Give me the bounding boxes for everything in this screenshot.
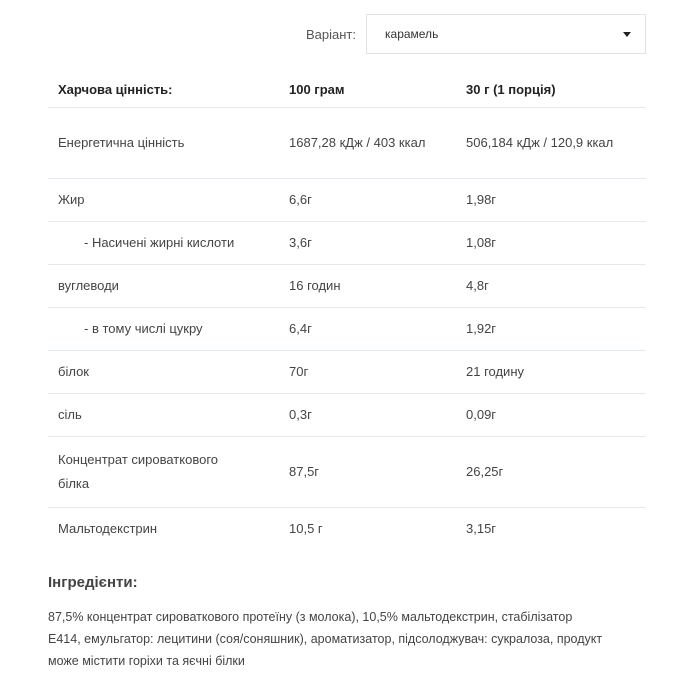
variant-label: Варіант: [306, 26, 356, 42]
row-name: сіль [48, 393, 279, 436]
ingredients-text: 87,5% концентрат сироваткового протеїну (з молока), 10,5% мальтодекстрин, стабілізатор E414, емульгатор: лецитини (соя/соняшник), ароматизатор, підсолоджувач: сукралоза, продукт може містити горіхи та яєчні білки [48, 610, 603, 668]
row-name: Концентрат сироваткового білка [48, 436, 279, 507]
row-per100: 16 годин [279, 264, 456, 307]
table-row [48, 507, 646, 550]
table-row [48, 436, 646, 507]
row-per-serving: 26,25г [456, 436, 646, 507]
row-per100: 6,4г [279, 307, 456, 350]
row-per-serving: 1,98г [456, 178, 646, 221]
ingredients-title: Інгредієнти: [48, 574, 138, 591]
row-name-sub: - в тому числі цукру [48, 307, 279, 350]
row-per100: 10,5 г [289, 520, 323, 536]
row-per-serving: 21 годину [456, 350, 646, 393]
header-nutrition: Харчова цінність: [48, 72, 279, 107]
row-name: Енергетична цінність [48, 107, 279, 178]
header-per-100g: 100 грам [279, 72, 456, 107]
table-row [48, 350, 646, 393]
row-name: Жир [48, 178, 279, 221]
row-name: Мальтодекстрин [58, 520, 158, 536]
variant-select[interactable] [366, 14, 646, 54]
variant-selected-value: карамель [385, 27, 439, 41]
table-row [48, 107, 646, 178]
table-row [48, 264, 646, 307]
row-per100: 6,6г [279, 178, 456, 221]
table-header-row [48, 72, 646, 107]
table-row [48, 221, 646, 264]
row-per-serving: 506,184 кДж / 120,9 ккал [456, 107, 646, 178]
row-per-serving: 1,92г [456, 307, 646, 350]
row-name: білок [48, 350, 279, 393]
row-per100: 3,6г [279, 221, 456, 264]
row-per100: 87,5г [279, 436, 456, 507]
table-row [48, 393, 646, 436]
row-per100: 0,3г [279, 393, 456, 436]
row-name: вуглеводи [48, 264, 279, 307]
row-per-serving: 3,15г [466, 520, 497, 536]
table-row [48, 307, 646, 350]
row-per-serving: 0,09г [456, 393, 646, 436]
row-per-serving: 1,08г [456, 221, 646, 264]
row-name-sub: - Насичені жирні кислоти [48, 221, 279, 264]
caret-down-icon [623, 32, 631, 37]
row-per100: 1687,28 кДж / 403 ккал [279, 107, 456, 178]
row-per100: 70г [279, 350, 456, 393]
table-row [48, 178, 646, 221]
header-per-serving: 30 г (1 порція) [456, 72, 646, 107]
nutrition-table [48, 72, 646, 550]
variant-row [0, 14, 646, 54]
row-per-serving: 4,8г [456, 264, 646, 307]
